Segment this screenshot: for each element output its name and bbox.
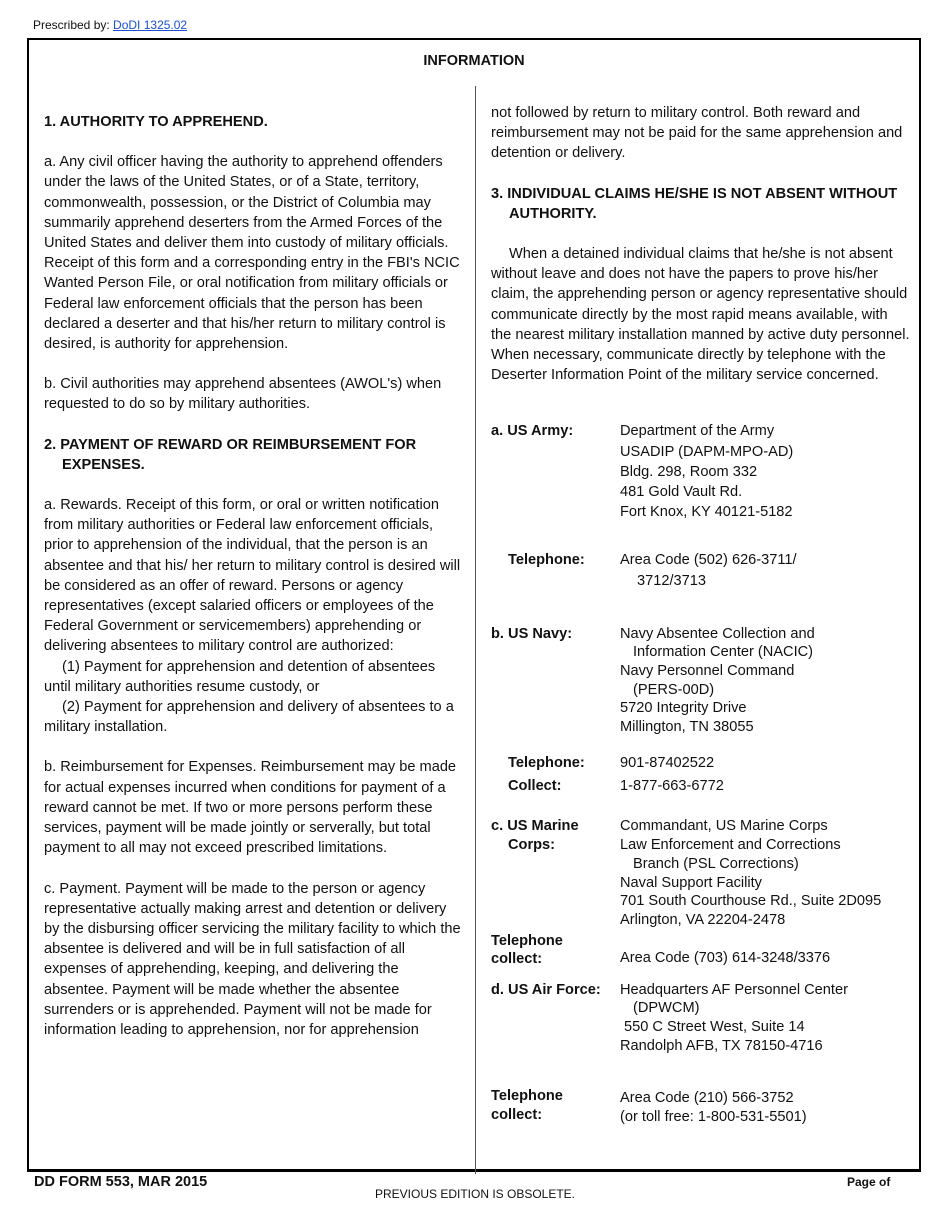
navy-label: b. US Navy: xyxy=(491,625,573,642)
section-2c: c. Payment. Payment will be made to the person or agency representative actually making arrest and detention or delivery by the disbursing officer servicing the military facility to which the absentee is delivered and will be in full satisfaction of all expenses of apprehending, keeping, and delivering the absentee. Payment will be made whether the absentee surrenders or is apprehended. Payment will not be made for information leading to apprehension, nor for apprehension xyxy=(44,880,461,1038)
navy-collect xyxy=(491,775,911,798)
obsolete-notice: PREVIOUS EDITION IS OBSOLETE. xyxy=(374,1187,576,1201)
marines-tel: Area Code (703) 614-3248/3376 xyxy=(620,949,831,966)
section-1-heading: 1. AUTHORITY TO APPREHEND. xyxy=(44,114,268,130)
navy-telephone xyxy=(491,752,911,775)
airforce-line: 550 C Street West, Suite 14 xyxy=(624,1019,805,1036)
navy-line: Millington, TN 38055 xyxy=(620,718,754,735)
navy-tel: 901-87402522 xyxy=(620,755,715,772)
page-number: Page of xyxy=(847,1175,891,1189)
airforce-line: (DPWCM) xyxy=(633,1000,700,1017)
section-2a2: (2) Payment for apprehension and delivery of absentees to a military installation. xyxy=(44,699,454,736)
army-tel: Area Code (502) 626-3711/ xyxy=(620,552,797,569)
right-column xyxy=(491,103,911,1126)
marines-line: Naval Support Facility xyxy=(620,874,762,891)
navy-line: Navy Absentee Collection and xyxy=(620,625,815,642)
section-2a: a. Rewards. Receipt of this form, or oral or written notification from military authorities or Federal law enforcement officials, prior to apprehension of the individual, that the person is an absentee and that his/ her return to military control is desired will be considered as an offer of reward. Persons or agency representatives (except salaried officers or employees of the Federal Government or servicemembers) apprehending or delivering absentees to military control are authorized: xyxy=(44,497,461,655)
section-1a: a. Any civil officer having the authority to apprehend offenders under the laws of the United States, or of a State, territory, commonwealth, possession, or the District of Columbia may summarily apprehend deserters from the Armed Forces of the United States and deliver them into custody of military officials. Receipt of this form and a corresponding entry in the FBI's NCIC Wanted Person File, or oral notification from military officials or Federal law enforcement officials that the person has been declared a deserter and that his/her return to military control is desired, is authority for apprehension. xyxy=(44,154,460,353)
contact-army xyxy=(491,421,911,522)
marines-line: Commandant, US Marine Corps xyxy=(620,818,828,835)
navy-line: Navy Personnel Command xyxy=(620,663,795,680)
marines-line: Law Enforcement and Corrections xyxy=(620,837,841,854)
marines-tel-label: Telephone xyxy=(491,932,563,949)
navy-line: 5720 Integrity Drive xyxy=(620,700,747,717)
marines-label-2: Corps: xyxy=(508,837,556,854)
contact-navy xyxy=(491,625,911,737)
section-2-heading: 2. PAYMENT OF REWARD OR REIMBURSEMENT FOR EXPENSES. xyxy=(44,436,417,473)
marines-telephone xyxy=(491,932,911,969)
left-column xyxy=(44,112,462,1040)
contact-marines xyxy=(491,817,911,929)
marines-tel-label-2: collect: xyxy=(491,951,543,968)
prescribed-by xyxy=(33,18,187,32)
section-3-heading: 3. INDIVIDUAL CLAIMS HE/SHE IS NOT ABSENT WITHOUT AUTHORITY. xyxy=(491,185,898,222)
airforce-line: Headquarters AF Personnel Center xyxy=(620,981,848,998)
airforce-line: Randolph AFB, TX 78150-4716 xyxy=(620,1037,823,1054)
marines-label: c. US Marine xyxy=(491,818,579,835)
marines-line: Branch (PSL Corrections) xyxy=(633,855,799,872)
airforce-tel-tollfree: (or toll free: 1-800-531-5501) xyxy=(620,1108,807,1125)
navy-collect-label: Collect: xyxy=(508,778,562,795)
section-3-body: When a detained individual claims that he/she is not absent without leave and does not have the papers to prove his/her claim, the apprehending person or agency representative should communicate directly by the most rapid means available, with the nearest military installation manned by active duty personnel. When necessary, communicate directly by telephone with the Deserter Information Point of the military service concerned. xyxy=(491,246,910,384)
marines-line: Arlington, VA 22204-2478 xyxy=(620,911,786,928)
army-line: Fort Knox, KY 40121-5182 xyxy=(620,504,793,521)
column-divider xyxy=(475,86,476,1174)
army-line: USADIP (DAPM-MPO-AD) xyxy=(620,443,794,460)
army-tel-label: Telephone: xyxy=(508,552,585,569)
army-line: 481 Gold Vault Rd. xyxy=(620,484,743,501)
army-telephone xyxy=(491,550,911,590)
form-number: DD FORM 553, MAR 2015 xyxy=(34,1174,208,1190)
navy-tel-label: Telephone: xyxy=(508,755,585,772)
section-2a1: (1) Payment for apprehension and detention of absentees until military authorities resume custody, or xyxy=(44,658,436,695)
section-2b: b. Reimbursement for Expenses. Reimbursement may be made for actual expenses incurred when conditions for payment of a reward cannot be met. If two or more persons perform these services, payment will be made jointly or serverally, but total payment to all may not exceed prescribed limitations. xyxy=(44,759,457,857)
army-line: Department of the Army xyxy=(620,423,775,440)
navy-line: Information Center (NACIC) xyxy=(633,644,814,661)
airforce-tel-label-2: collect: xyxy=(491,1106,543,1123)
airforce-tel-label: Telephone xyxy=(491,1088,563,1105)
section-2c-continued: not followed by return to military control. Both reward and reimbursement may not be paid for the same apprehension and detention or delivery. xyxy=(491,105,903,162)
form-frame xyxy=(27,38,921,1172)
navy-line: (PERS-00D) xyxy=(633,681,715,698)
page-title: INFORMATION xyxy=(423,53,525,69)
army-line: Bldg. 298, Room 332 xyxy=(620,463,758,480)
airforce-label: d. US Air Force: xyxy=(491,981,601,998)
section-1b: b. Civil authorities may apprehend absentees (AWOL's) when requested to do so by military authorities. xyxy=(44,376,442,413)
dodi-link[interactable]: DoDI 1325.02 xyxy=(113,18,188,32)
army-label: a. US Army: xyxy=(491,423,574,440)
navy-collect: 1-877-663-6772 xyxy=(620,778,724,795)
prescribed-label: Prescribed by: xyxy=(33,18,110,32)
airforce-telephone xyxy=(491,1087,911,1126)
army-tel-ext: 3712/3713 xyxy=(637,572,706,589)
airforce-tel: Area Code (210) 566-3752 xyxy=(620,1090,794,1107)
contact-airforce xyxy=(491,981,911,1056)
marines-line: 701 South Courthouse Rd., Suite 2D095 xyxy=(620,893,882,910)
